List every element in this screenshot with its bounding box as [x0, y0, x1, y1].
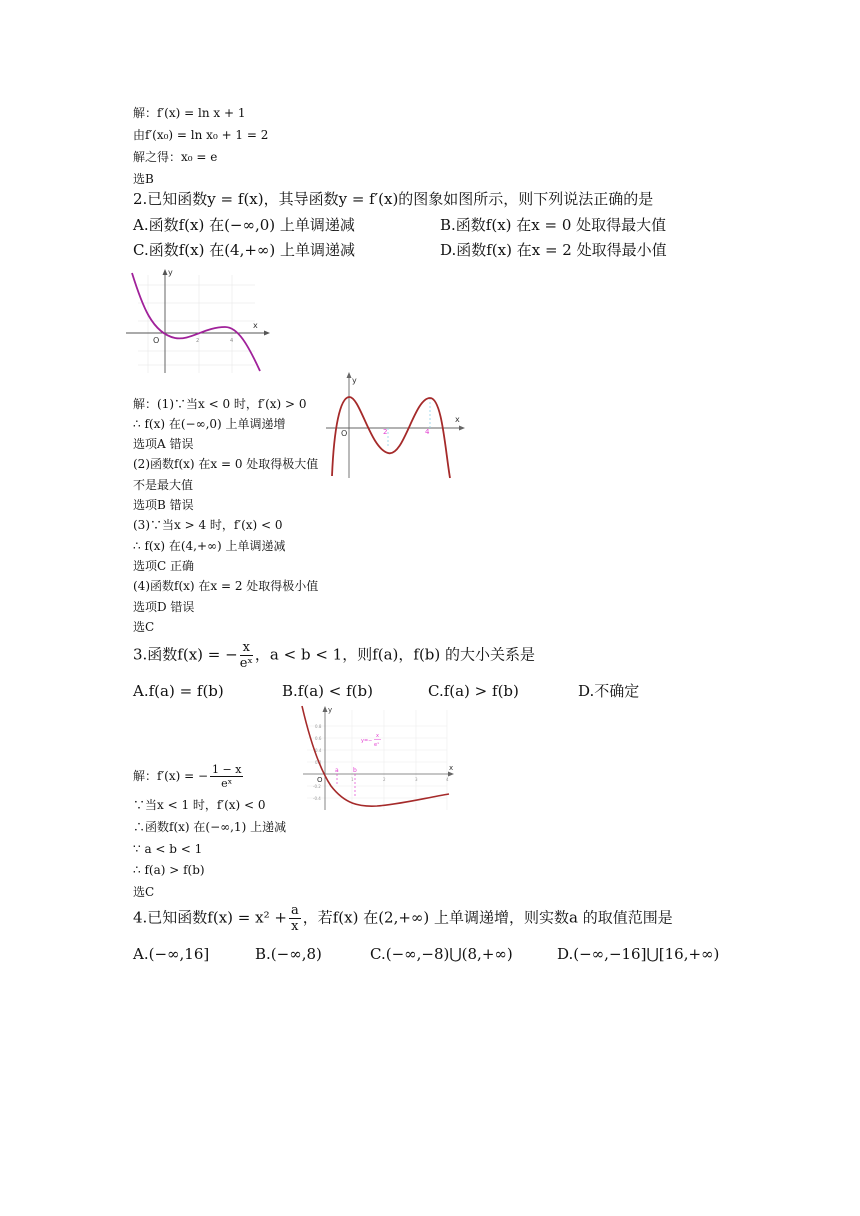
q3-stem-suffix: ，a < b < 1，则f(a)，f(b) 的大小关系是: [254, 645, 536, 664]
q4-stem: [133, 904, 673, 933]
graph2-y-arrow: [347, 372, 352, 378]
q2-option-b: B.函数f(x) 在x = 0 处取得最大值: [440, 216, 667, 234]
graph3-point-a: a: [335, 767, 339, 774]
q3-sol-line-2: ∴函数f(x) 在(−∞,1) 上递减: [133, 820, 287, 834]
sol1-line3: 解之得：x₀ = e: [133, 150, 218, 164]
q4-fraction: [289, 904, 301, 933]
graph2-tick-2: 2: [383, 428, 388, 436]
graph3-xtick-3: 3: [415, 777, 418, 782]
q3-sol-line-0: [133, 764, 245, 789]
graph3-y-label: y: [328, 706, 333, 714]
q3-option-b: B.f(a) < f(b): [282, 682, 373, 700]
q4-frac-num: a: [290, 903, 299, 918]
graph3-curve-label: y=−: [361, 738, 373, 744]
q2-sol-line-8: ∴ f(x) 在(4,+∞) 上单调递减: [133, 539, 286, 553]
q3-option-c: C.f(a) > f(b): [428, 682, 519, 700]
q3-option-a: A.f(a) = f(b): [133, 682, 224, 700]
graph3-grid: [307, 710, 447, 810]
q3-stem: [133, 641, 535, 670]
graph3-ytick-2: 0.6: [315, 736, 322, 741]
graph1-y-label: y: [168, 268, 173, 277]
q2-sol-line-9: 选项C 正确: [133, 559, 194, 573]
q2-derivative-graph: [120, 265, 280, 377]
q4-option-d: D.(−∞,−16]⋃[16,+∞): [557, 945, 720, 963]
graph3-x-label: x: [449, 764, 454, 772]
graph3-ytick-4: 0.2: [315, 760, 322, 765]
q3-sol-line-1: ∵当x < 1 时，f′(x) < 0: [133, 798, 266, 812]
graph2-origin-label: O: [341, 429, 348, 438]
graph1-derivative-curve: [132, 273, 260, 371]
q3-sol-line-5: 选C: [133, 885, 155, 899]
q4-option-a: A.(−∞,16]: [133, 945, 210, 963]
q3-stem-prefix: 3.函数f(x) = −: [133, 645, 238, 664]
q3-frac-num: x: [240, 641, 253, 656]
q3-frac-den: eˣ: [239, 656, 253, 671]
graph1-tick-4: 4: [230, 338, 234, 344]
q2-option-c: C.函数f(x) 在(4,+∞) 上单调递减: [133, 241, 356, 259]
graph3-xtick-4: 4: [446, 777, 449, 782]
q2-sol-line-1: 解：(1)∵当x < 0 时，f′(x) > 0: [133, 397, 307, 411]
q3-graph: [297, 706, 457, 812]
graph1-grid: [138, 275, 255, 373]
q2-option-d: D.函数f(x) 在x = 2 处取得最小值: [440, 241, 667, 259]
q3-option-d: D.不确定: [578, 682, 640, 700]
graph2-x-arrow: [459, 426, 465, 431]
q2-sol-line-4: (2)函数f(x) 在x = 0 处取得极大值: [133, 457, 319, 471]
sol1-line1: 解：f′(x) = ln x + 1: [133, 106, 246, 120]
graph1-x-arrow: [264, 331, 270, 336]
q2-sol-line-11: 选项D 错误: [133, 600, 195, 614]
graph3-y-arrow: [323, 706, 328, 712]
graph2-curve: [332, 397, 450, 478]
graph1-x-label: x: [253, 321, 258, 330]
graph3-curve-label-den: eˣ: [374, 742, 380, 748]
q4-option-b: B.(−∞,8): [255, 945, 322, 963]
graph3-origin-label: O: [317, 776, 323, 784]
graph2-tick-4: 4: [425, 428, 430, 436]
q2-stem: 2.已知函数y = f(x)，其导函数y = f′(x)的图象如图所示，则下列说法正确的是: [133, 190, 654, 208]
q2-sol-line-2: ∴ f(x) 在(−∞,0) 上单调递增: [133, 417, 286, 431]
q3-sol-frac-num: 1 − x: [212, 763, 242, 776]
graph3-ytick-1: 0.8: [315, 724, 322, 729]
graph3-xtick-1: 1: [351, 777, 354, 782]
q2-sol-line-6: 选项B 错误: [133, 498, 194, 512]
q4-option-c: C.(−∞,−8)⋃(8,+∞): [370, 945, 513, 963]
q2-solution-graph: [318, 368, 473, 480]
q4-frac-den: x: [291, 919, 299, 934]
graph3-curve: [302, 706, 449, 806]
q3-sol-line-4: ∴ f(a) > f(b): [133, 863, 205, 877]
q3-sol-line-3: ∵ a < b < 1: [133, 842, 203, 856]
graph3-ytick-6: -0.4: [313, 796, 321, 801]
q4-stem-suffix: ，若f(x) 在(2,+∞) 上单调递增，则实数a 的取值范围是: [302, 908, 673, 927]
graph3-point-b: b: [353, 767, 357, 774]
q2-sol-line-12: 选C: [133, 620, 155, 634]
graph2-y-label: y: [352, 376, 357, 385]
q2-sol-line-10: (4)函数f(x) 在x = 2 处取得极小值: [133, 579, 319, 593]
q2-sol-line-5: 不是最大值: [133, 478, 194, 492]
q2-sol-line-7: (3)∵当x > 4 时，f′(x) < 0: [133, 518, 283, 532]
graph3-x-arrow: [448, 772, 454, 777]
q3-sol-fraction: [210, 764, 243, 789]
q3-sol-frac-den: eˣ: [221, 777, 233, 790]
graph1-tick-2: 2: [196, 338, 200, 344]
sol1-line4: 选B: [133, 172, 154, 186]
graph3-xtick-2: 2: [383, 777, 386, 782]
graph1-y-arrow: [163, 269, 168, 275]
q4-stem-prefix: 4.已知函数f(x) = x² +: [133, 908, 287, 927]
sol1-line2: 由f′(x₀) = ln x₀ + 1 = 2: [133, 128, 269, 142]
q3-sol-prefix: 解：f′(x) = −: [133, 769, 209, 783]
graph3-ytick-5: -0.2: [313, 784, 321, 789]
graph3-ytick-3: 0.4: [315, 748, 322, 753]
graph2-x-label: x: [455, 415, 460, 424]
graph3-curve-label-num: x: [376, 733, 379, 739]
q3-fraction: [240, 641, 253, 670]
graph1-origin-label: O: [153, 336, 160, 345]
q2-sol-line-3: 选项A 错误: [133, 437, 194, 451]
q2-option-a: A.函数f(x) 在(−∞,0) 上单调递减: [133, 216, 355, 234]
